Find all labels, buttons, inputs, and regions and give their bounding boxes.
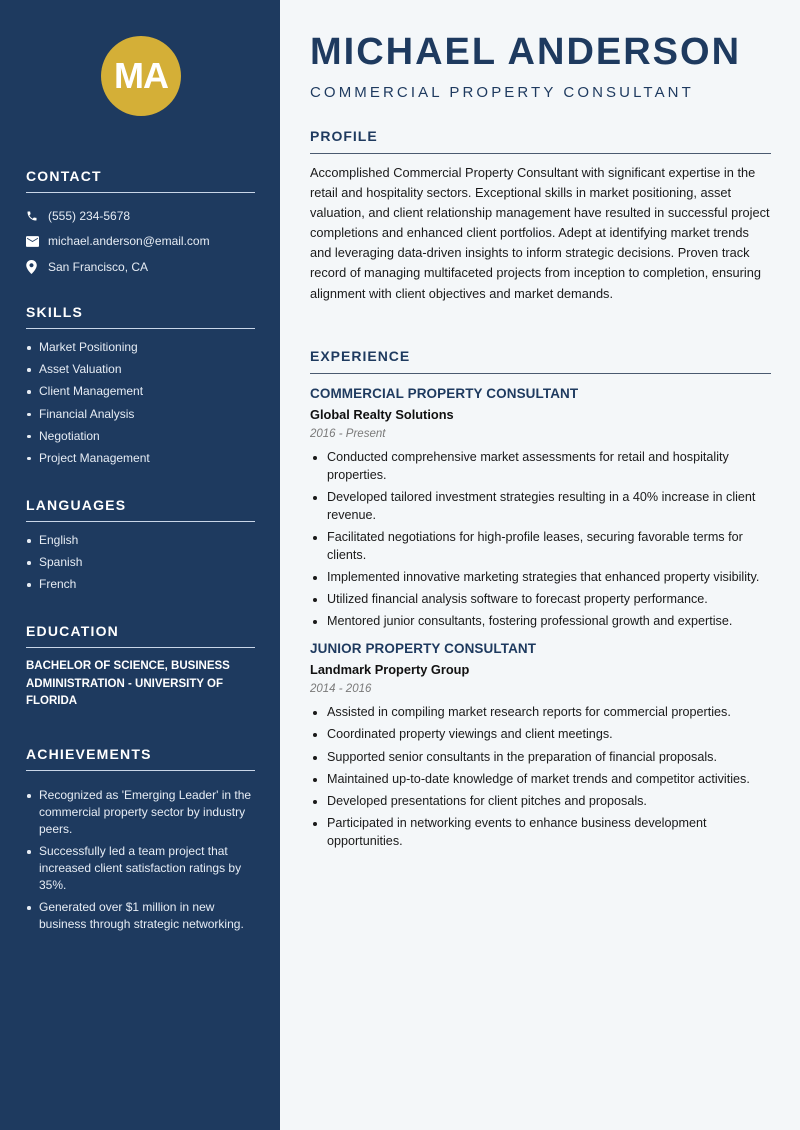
avatar-initials: MA — [114, 55, 168, 96]
avatar — [101, 36, 181, 116]
location-pin-icon — [26, 260, 48, 274]
languages-section — [26, 497, 255, 599]
job-bullet: Utilized financial analysis software to forecast property performance. — [310, 591, 771, 609]
job-bullet: Coordinated property viewings and client meetings. — [310, 726, 771, 744]
job-title: COMMERCIAL PROPERTY CONSULTANT — [310, 386, 579, 401]
job-bullet: Developed tailored investment strategies resulting in a 40% increase in client revenue. — [310, 489, 771, 525]
contact-list — [26, 203, 255, 280]
contact-section — [26, 168, 255, 280]
education-heading: EDUCATION — [26, 623, 255, 648]
contact-email-text: michael.anderson@email.com — [48, 234, 210, 249]
profile-text: Accomplished Commercial Property Consultant with significant expertise in the retail and hospitality sectors. Exceptional skills in market positioning, asset valuation, and client relationship management have resulted in successful project completions and enhanced client portfolios. Adept at identifying market trends and leveraging data-driven insights to inform strategic decisions. Proven track record of managing multifaceted projects from inception to completion, ensuring alignment with client objectives and market demands. — [310, 165, 770, 301]
achievement-item: Successfully led a team project that increased client satisfaction ratings by 35%. — [26, 843, 255, 894]
job-bullet: Conducted comprehensive market assessments for retail and hospitality properties. — [310, 449, 771, 485]
achievements-section — [26, 746, 255, 939]
job-company: Global Realty Solutions — [310, 407, 454, 422]
job-entry — [310, 386, 771, 631]
achievements-list — [26, 787, 255, 933]
contact-heading: CONTACT — [26, 168, 255, 193]
job-bullet: Maintained up-to-date knowledge of market trends and competitor activities. — [310, 771, 771, 789]
skill-item: Client Management — [26, 383, 255, 400]
profile-heading: PROFILE — [310, 128, 771, 154]
skill-item: Financial Analysis — [26, 406, 255, 423]
job-bullet: Assisted in compiling market research reports for commercial properties. — [310, 704, 771, 722]
experience-section — [310, 348, 771, 855]
contact-phone[interactable] — [26, 203, 255, 229]
contact-location — [26, 254, 255, 280]
job-bullets — [310, 704, 771, 851]
job-bullet: Participated in networking events to enhance business development opportunities. — [310, 815, 771, 851]
contact-location-text: San Francisco, CA — [48, 259, 149, 274]
contact-email[interactable] — [26, 229, 255, 255]
education-section — [26, 623, 255, 711]
job-title: JUNIOR PROPERTY CONSULTANT — [310, 641, 537, 657]
language-item: French — [26, 576, 255, 593]
job-dates: 2016 - Present — [310, 428, 386, 440]
job-entry — [310, 641, 771, 851]
achievement-item: Recognized as 'Emerging Leader' in the commercial property sector by industry peers. — [26, 787, 255, 838]
skills-heading: SKILLS — [26, 304, 255, 329]
achievement-item: Generated over $1 million in new business through strategic networking. — [26, 899, 255, 933]
job-subtitle: COMMERCIAL PROPERTY CONSULTANT — [310, 84, 694, 101]
phone-icon — [26, 210, 48, 222]
achievements-heading: ACHIEVEMENTS — [26, 746, 255, 771]
languages-list — [26, 532, 255, 593]
skills-section — [26, 304, 255, 472]
skill-item: Project Management — [26, 450, 255, 467]
language-item: English — [26, 532, 255, 549]
email-icon — [26, 236, 48, 247]
page-title: MICHAEL ANDERSON — [310, 31, 742, 73]
job-bullet: Facilitated negotiations for high-profile leases, securing favorable terms for clients. — [310, 529, 771, 565]
job-bullets — [310, 449, 771, 631]
job-bullet: Implemented innovative marketing strategies that enhanced property visibility. — [310, 569, 771, 587]
job-company: Landmark Property Group — [310, 662, 470, 678]
experience-heading: EXPERIENCE — [310, 348, 771, 374]
skills-list — [26, 339, 255, 467]
job-dates: 2014 - 2016 — [310, 683, 372, 696]
skill-item: Asset Valuation — [26, 361, 255, 378]
education-degree: BACHELOR OF SCIENCE, BUSINESS ADMINISTRATION - UNIVERSITY OF FLORIDA — [26, 660, 230, 707]
job-bullet: Supported senior consultants in the preparation of financial proposals. — [310, 749, 771, 767]
sidebar — [0, 0, 280, 1130]
profile-section — [310, 128, 771, 304]
contact-phone-text: (555) 234-5678 — [48, 208, 131, 223]
job-bullet: Developed presentations for client pitches and proposals. — [310, 793, 771, 811]
language-item: Spanish — [26, 554, 255, 571]
skill-item: Negotiation — [26, 428, 255, 445]
languages-heading: LANGUAGES — [26, 497, 255, 522]
skill-item: Market Positioning — [26, 339, 255, 356]
job-bullet: Mentored junior consultants, fostering professional growth and expertise. — [310, 613, 771, 631]
